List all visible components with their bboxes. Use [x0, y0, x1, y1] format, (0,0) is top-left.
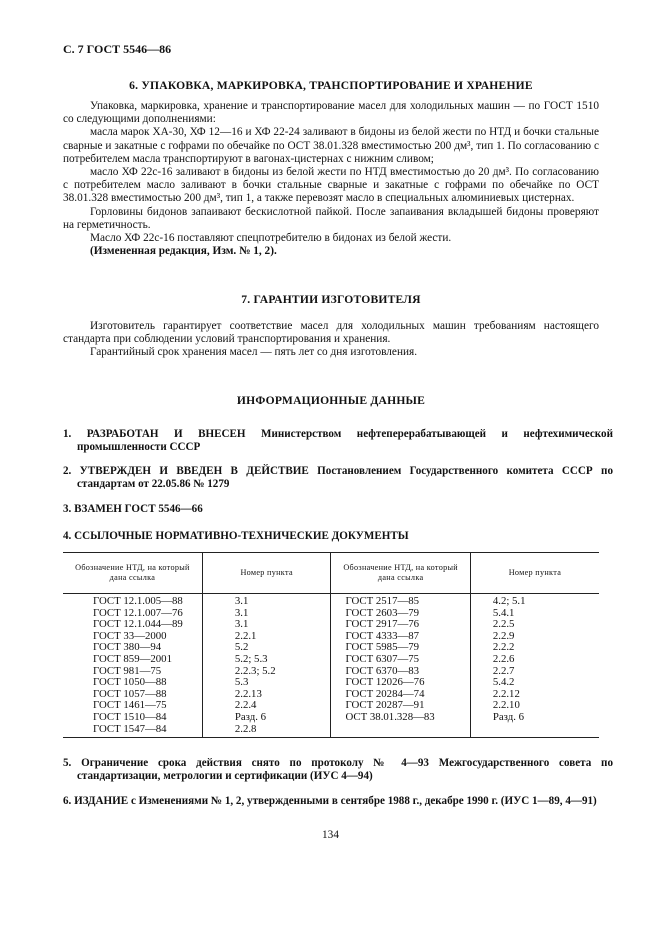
- info-item-4: 4. ССЫЛОЧНЫЕ НОРМАТИВНО-ТЕХНИЧЕСКИЕ ДОКУМЕНТЫ: [63, 530, 409, 542]
- table-row: [63, 594, 599, 738]
- table-header-row: [63, 553, 599, 594]
- clause-number: 2.2.13: [234, 687, 262, 700]
- right-clauses-column: [470, 594, 599, 738]
- clause-number: 3.1: [234, 606, 249, 619]
- header-clause-right: Номер пункта: [470, 553, 599, 594]
- ntd-designation: ГОСТ 12.1.044—89: [93, 618, 183, 631]
- ntd-designation: ГОСТ 4333—87: [345, 629, 420, 642]
- clause-number: 2.2.4: [234, 699, 257, 712]
- clause-number: 4.2; 5.1: [492, 595, 526, 607]
- section-7-body: [63, 320, 599, 360]
- clause-number: 5.3: [234, 676, 249, 689]
- clause-number: 5.2: [234, 641, 249, 654]
- clause-number: 2.2.2: [492, 641, 515, 654]
- section-7-para-1: Изготовитель гарантирует соответствие масел для холодильных машин требованиям настоящего стандарта при соблюдении условий транспортирования и хранения.: [63, 320, 599, 346]
- ntd-designation: ГОСТ 380—94: [93, 641, 162, 654]
- page-number: 134: [322, 829, 339, 841]
- header-clause-left: Номер пункта: [202, 553, 331, 594]
- ntd-designation: ГОСТ 12.1.007—76: [93, 606, 183, 619]
- clause-number: 2.2.9: [492, 629, 515, 642]
- clause-number: Разд. 6: [492, 710, 525, 723]
- clause-number: 2.2.5: [492, 618, 515, 631]
- ntd-designation: ГОСТ 1547—84: [93, 722, 167, 735]
- section-6-amendment-note: (Измененная редакция, Изм. № 1, 2).: [90, 245, 277, 258]
- left-docs-column: [63, 594, 202, 738]
- section-6-para-5: Масло ХФ 22с-16 поставляют спецпотребителю в бидонах из белой жести.: [90, 232, 452, 245]
- info-item-6: 6. ИЗДАНИЕ с Изменениями № 1, 2, утвержденными в сентябре 1988 г., декабре 1990 г. (ИУС 1—89, 4—91): [63, 795, 597, 807]
- clause-number: 3.1: [234, 595, 249, 607]
- clause-number: Разд. 6: [234, 710, 267, 723]
- ntd-designation: ГОСТ 2517—85: [345, 595, 420, 607]
- page-header: С. 7 ГОСТ 5546—86: [63, 42, 172, 56]
- right-docs-column: [331, 594, 470, 738]
- clause-number: 2.2.6: [492, 652, 515, 665]
- info-item-5: 5. Ограничение срока действия снято по протоколу № 4—93 Межгосударственного совета по стандартизации, метрологии и сертификации (ИУС 4—94): [63, 757, 613, 783]
- clause-number: 2.2.3; 5.2: [234, 664, 276, 677]
- ntd-designation: ГОСТ 1057—88: [93, 687, 167, 700]
- info-title: ИНФОРМАЦИОННЫЕ ДАННЫЕ: [236, 394, 426, 407]
- section-6-para-1: Упаковка, маркировка, хранение и транспортирование масел для холодильных машин — по ГОСТ 1510 со следующими дополнениями:: [63, 100, 599, 126]
- header-doc-left: Обозначение НТД, на который дана ссылка: [63, 553, 202, 594]
- ntd-designation: ГОСТ 6370—83: [345, 664, 420, 677]
- ntd-designation: ГОСТ 33—2000: [93, 629, 167, 642]
- ntd-designation: ГОСТ 1050—88: [93, 676, 167, 689]
- ntd-designation: ГОСТ 6307—75: [345, 652, 420, 665]
- section-6-body: [63, 100, 599, 258]
- info-item-2: 2. УТВЕРЖДЕН И ВВЕДЕН В ДЕЙСТВИЕ Постановлением Государственного комитета СССР по стандартам от 22.05.86 № 1279: [63, 465, 613, 491]
- ntd-designation: ГОСТ 20287—91: [345, 699, 425, 712]
- header-doc-right: Обозначение НТД, на который дана ссылка: [331, 553, 470, 594]
- section-6-para-4: Горловины бидонов запаивают бескислотной пайкой. После запаивания вкладышей бидоны проверяют на герметичность.: [63, 205, 599, 231]
- clause-number: 5.2; 5.3: [234, 652, 268, 665]
- clause-number: 3.1: [234, 618, 249, 631]
- ntd-designation: ГОСТ 981—75: [93, 664, 162, 677]
- ntd-designation: ГОСТ 12026—76: [345, 676, 425, 689]
- section-7-para-2: Гарантийный срок хранения масел — пять лет со дня изготовления.: [90, 346, 418, 359]
- ntd-designation: ГОСТ 1510—84: [93, 710, 167, 723]
- ntd-designation: ГОСТ 2917—76: [345, 618, 420, 631]
- ntd-designation: ГОСТ 2603—79: [345, 606, 420, 619]
- ntd-designation: ОСТ 38.01.328—83: [345, 710, 435, 723]
- ntd-designation: ГОСТ 5985—79: [345, 641, 420, 654]
- references-table: [63, 552, 599, 738]
- ntd-designation: ГОСТ 20284—74: [345, 687, 425, 700]
- clause-number: 2.2.7: [492, 664, 515, 677]
- ntd-designation: ГОСТ 859—2001: [93, 652, 172, 665]
- left-clauses-column: [202, 594, 331, 738]
- section-6-para-3: масло ХФ 22с-16 заливают в бидоны из белой жести по НТД вместимостью до 20 дм³. По согласованию с потребителем масло заливают в бочки стальные сварные и закатные с гофрами по обечайке по ОСТ 38.01.328 вместимостью 200 дм³, тип 1, а также перевозят масло в специальных алюминиевых цистернах.: [63, 166, 599, 205]
- info-item-1: 1. РАЗРАБОТАН И ВНЕСЕН Министерством нефтеперерабатывающей и нефтехимической промышленности СССР: [63, 428, 613, 454]
- info-item-3: 3. ВЗАМЕН ГОСТ 5546—66: [63, 503, 203, 515]
- clause-number: 5.4.2: [492, 676, 515, 689]
- clause-number: 2.2.1: [234, 629, 257, 642]
- ntd-designation: ГОСТ 12.1.005—88: [93, 595, 183, 607]
- clause-number: 2.2.8: [234, 722, 257, 735]
- section-7-title: 7. ГАРАНТИИ ИЗГОТОВИТЕЛЯ: [241, 293, 421, 306]
- clause-number: 2.2.12: [492, 687, 520, 700]
- section-6-title: 6. УПАКОВКА, МАРКИРОВКА, ТРАНСПОРТИРОВАНИЕ И ХРАНЕНИЕ: [129, 79, 533, 92]
- clause-number: 5.4.1: [492, 606, 515, 619]
- ntd-designation: ГОСТ 1461—75: [93, 699, 167, 712]
- section-6-para-2: масла марок ХА-30, ХФ 12—16 и ХФ 22-24 заливают в бидоны из белой жести по НТД и бочки стальные сварные и закатные с гофрами по обечайке по ОСТ 38.01.328 вместимостью 200 дм³, тип 1. По согласованию с потребителем масла транспортируют в вагонах-цистернах с нижним сливом;: [63, 126, 599, 165]
- clause-number: 2.2.10: [492, 699, 520, 712]
